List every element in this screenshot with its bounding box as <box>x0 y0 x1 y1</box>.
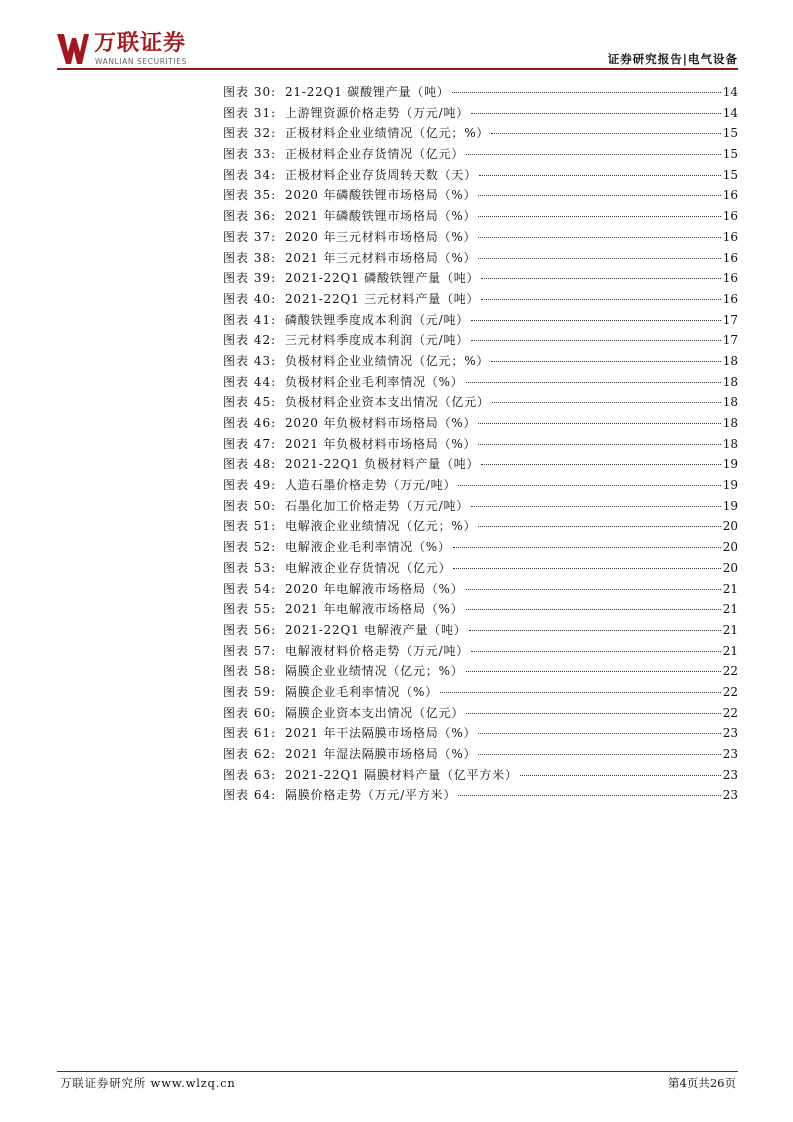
toc-leader-dots <box>458 484 720 486</box>
toc-leader-dots <box>466 153 721 155</box>
toc-entry-page: 16 <box>722 188 738 203</box>
toc-entry-number: 图表 50: <box>223 498 277 513</box>
toc-leader-dots <box>458 794 720 796</box>
toc-leader-dots <box>466 670 721 672</box>
toc-entry-page: 16 <box>722 271 738 286</box>
toc-entry-title: 上游锂资源价格走势（万元/吨） <box>285 105 470 120</box>
toc-leader-dots <box>478 422 720 424</box>
toc-entry-page: 19 <box>722 478 738 493</box>
toc-entry-page: 23 <box>722 747 738 761</box>
toc-leader-dots <box>469 629 721 631</box>
toc-leader-dots <box>478 443 720 445</box>
toc-entry-page: 16 <box>722 250 738 265</box>
toc-entry-page: 22 <box>722 705 738 720</box>
toc-entry[interactable] <box>223 558 738 579</box>
toc-entry-title: 隔膜企业资本支出情况（亿元） <box>285 705 465 720</box>
toc-entry-number: 图表 44: <box>223 374 277 389</box>
toc-entry-number: 图表 51: <box>223 519 277 534</box>
toc-leader-dots <box>440 691 721 693</box>
toc-entry[interactable] <box>223 351 738 372</box>
toc-leader-dots <box>478 753 720 755</box>
toc-leader-dots <box>491 360 721 362</box>
toc-entry-page: 16 <box>722 209 738 224</box>
toc-entry-number: 图表 61: <box>223 726 277 741</box>
toc-entry-number: 图表 38: <box>223 250 277 265</box>
toc-leader-dots <box>481 298 720 300</box>
toc-entry[interactable] <box>223 703 738 724</box>
toc-entry-page: 20 <box>722 519 738 534</box>
toc-entry-number: 图表 32: <box>223 126 277 141</box>
toc-entry-page: 16 <box>722 229 738 244</box>
toc-entry-title: 三元材料季度成本利润（元/吨） <box>285 333 470 348</box>
toc-entry[interactable] <box>223 434 738 455</box>
toc-leader-dots <box>481 277 720 279</box>
toc-entry-number: 图表 59: <box>223 684 277 699</box>
toc-entry[interactable] <box>223 537 738 558</box>
toc-leader-dots <box>453 546 721 548</box>
toc-entry[interactable] <box>223 661 738 682</box>
toc-entry-title: 2020 年三元材料市场格局（%） <box>285 229 477 244</box>
toc-entry-page: 15 <box>722 167 738 182</box>
toc-leader-dots <box>478 257 720 259</box>
toc-entry-page: 18 <box>722 395 738 410</box>
toc-entry-number: 图表 56: <box>223 622 277 637</box>
toc-entry-page: 22 <box>722 684 738 699</box>
wanlian-logo-icon <box>57 34 89 64</box>
toc-entry-title: 2021-22Q1 负极材料产量（吨） <box>285 457 480 472</box>
toc-entry[interactable] <box>223 641 738 662</box>
toc-entry-title: 正极材料企业存货周转天数（天） <box>285 167 478 182</box>
toc-entry-title: 2020 年磷酸铁锂市场格局（%） <box>285 188 477 203</box>
toc-entry-page: 18 <box>722 416 738 430</box>
toc-entry-title: 2021-22Q1 磷酸铁锂产量（吨） <box>285 271 480 286</box>
toc-leader-dots <box>471 319 721 321</box>
toc-entry-title: 2021 年磷酸铁锂市场格局（%） <box>285 209 477 224</box>
toc-leader-dots <box>478 194 720 196</box>
toc-entry-number: 图表 39: <box>223 271 277 286</box>
toc-entry-page: 22 <box>722 664 738 679</box>
toc-entry-page: 18 <box>722 353 738 368</box>
toc-leader-dots <box>466 608 721 610</box>
toc-entry-title: 负极材料企业业绩情况（亿元；%） <box>285 353 490 368</box>
toc-leader-dots <box>478 732 720 734</box>
toc-entry[interactable] <box>223 682 738 703</box>
toc-leader-dots <box>478 525 720 527</box>
toc-entry-number: 图表 62: <box>223 747 277 761</box>
toc-entry-number: 图表 42: <box>223 333 277 348</box>
page-header <box>57 30 738 70</box>
toc-leader-dots <box>520 774 721 776</box>
toc-entry-page: 23 <box>722 788 738 803</box>
toc-entry-number: 图表 52: <box>223 540 277 555</box>
toc-entry-title: 2021 年电解液市场格局（%） <box>285 602 464 617</box>
toc-entry[interactable] <box>223 206 738 227</box>
toc-entry-title: 负极材料企业资本支出情况（亿元） <box>285 395 490 410</box>
toc-entry-number: 图表 31: <box>223 105 277 120</box>
toc-entry[interactable] <box>223 496 738 517</box>
toc-entry-page: 19 <box>722 498 738 513</box>
toc-entry[interactable] <box>223 785 738 806</box>
toc-entry-title: 石墨化加工价格走势（万元/吨） <box>285 498 470 513</box>
toc-entry-title: 2021-22Q1 电解液产量（吨） <box>285 622 467 637</box>
toc-entry-number: 图表 35: <box>223 188 277 203</box>
toc-entry[interactable] <box>223 413 738 434</box>
toc-leader-dots <box>471 505 721 507</box>
toc-entry-number: 图表 48: <box>223 457 277 472</box>
toc-entry[interactable] <box>223 330 738 351</box>
toc-entry-number: 图表 64: <box>223 788 277 803</box>
toc-entry-title: 隔膜价格走势（万元/平方米） <box>285 788 457 803</box>
logo-text-cn: 万联证券 <box>94 31 187 56</box>
toc-leader-dots <box>453 567 720 569</box>
toc-entry-number: 图表 55: <box>223 602 277 617</box>
toc-entry-title: 负极材料企业毛利率情况（%） <box>285 374 464 389</box>
toc-entry-page: 18 <box>722 436 738 451</box>
toc-entry-title: 21-22Q1 碳酸锂产量（吨） <box>285 85 450 99</box>
toc-entry-number: 图表 37: <box>223 229 277 244</box>
toc-entry[interactable] <box>223 82 738 103</box>
toc-leader-dots <box>452 91 721 93</box>
figure-index-list <box>223 82 738 806</box>
toc-entry-page: 14 <box>722 85 738 99</box>
toc-entry-number: 图表 40: <box>223 291 277 306</box>
toc-leader-dots <box>492 401 721 403</box>
toc-leader-dots <box>471 112 721 114</box>
toc-entry-page: 21 <box>722 602 738 617</box>
toc-entry-number: 图表 58: <box>223 664 277 679</box>
toc-entry[interactable] <box>223 310 738 331</box>
toc-entry-title: 2021 年干法隔膜市场格局（%） <box>285 726 477 741</box>
toc-entry[interactable] <box>223 765 738 786</box>
toc-entry[interactable] <box>223 144 738 165</box>
logo-text-en: WANLIAN SECURITIES <box>95 57 188 66</box>
toc-entry-number: 图表 63: <box>223 767 277 782</box>
toc-entry-title: 2021 年三元材料市场格局（%） <box>285 250 477 265</box>
toc-entry-title: 隔膜企业业绩情况（亿元；%） <box>285 664 464 679</box>
footer-source: 万联证券研究所 www.wlzq.cn <box>60 1076 236 1090</box>
toc-entry-page: 15 <box>722 147 738 162</box>
toc-entry[interactable] <box>223 475 738 496</box>
toc-entry[interactable] <box>223 289 738 310</box>
toc-entry-title: 电解液企业存货情况（亿元） <box>285 560 452 575</box>
toc-entry-title: 2021-22Q1 三元材料产量（吨） <box>285 291 480 306</box>
toc-entry-title: 2021 年湿法隔膜市场格局（%） <box>285 747 477 761</box>
toc-entry-number: 图表 30: <box>223 85 277 99</box>
toc-entry-title: 磷酸铁锂季度成本利润（元/吨） <box>285 312 470 327</box>
toc-entry[interactable] <box>223 123 738 144</box>
toc-entry[interactable] <box>223 620 738 641</box>
toc-leader-dots <box>466 588 721 590</box>
toc-entry-number: 图表 47: <box>223 436 277 451</box>
report-type-label: 证券研究报告|电气设备 <box>607 52 738 66</box>
toc-entry[interactable] <box>223 723 738 744</box>
toc-leader-dots <box>466 381 721 383</box>
toc-entry[interactable] <box>223 165 738 186</box>
toc-entry-title: 正极材料企业存货情况（亿元） <box>285 147 465 162</box>
toc-entry-number: 图表 43: <box>223 353 277 368</box>
toc-leader-dots <box>481 463 720 465</box>
toc-entry-page: 15 <box>722 126 738 141</box>
toc-entry-number: 图表 36: <box>223 209 277 224</box>
toc-entry-title: 2021 年负极材料市场格局（%） <box>285 436 477 451</box>
toc-entry[interactable] <box>223 599 738 620</box>
toc-leader-dots <box>466 712 721 714</box>
toc-entry-page: 19 <box>722 457 738 472</box>
toc-entry-number: 图表 53: <box>223 560 277 575</box>
toc-entry-number: 图表 49: <box>223 478 277 493</box>
toc-entry[interactable] <box>223 372 738 393</box>
toc-entry-number: 图表 54: <box>223 581 277 596</box>
toc-entry[interactable] <box>223 103 738 124</box>
page-number: 第4页共26页 <box>668 1076 736 1090</box>
toc-entry-title: 电解液企业毛利率情况（%） <box>285 540 451 555</box>
toc-entry[interactable] <box>223 516 738 537</box>
toc-entry[interactable] <box>223 268 738 289</box>
toc-leader-dots <box>471 650 721 652</box>
toc-entry-number: 图表 46: <box>223 416 277 430</box>
toc-leader-dots <box>479 174 721 176</box>
toc-entry-number: 图表 33: <box>223 147 277 162</box>
toc-entry-title: 2021-22Q1 隔膜材料产量（亿平方米） <box>285 767 518 782</box>
footer-divider <box>57 1071 738 1072</box>
toc-entry-title: 2020 年负极材料市场格局（%） <box>285 416 477 430</box>
toc-entry-page: 14 <box>722 105 738 120</box>
toc-entry[interactable] <box>223 185 738 206</box>
toc-leader-dots <box>491 132 721 134</box>
toc-entry-page: 16 <box>722 291 738 306</box>
toc-leader-dots <box>471 339 721 341</box>
toc-entry[interactable] <box>223 454 738 475</box>
toc-entry-page: 17 <box>722 333 738 348</box>
toc-entry-title: 隔膜企业毛利率情况（%） <box>285 684 439 699</box>
toc-entry-title: 正极材料企业业绩情况（亿元；%） <box>285 126 490 141</box>
toc-entry-page: 20 <box>722 560 738 575</box>
toc-entry[interactable] <box>223 744 738 765</box>
toc-leader-dots <box>478 215 720 217</box>
toc-entry-title: 2020 年电解液市场格局（%） <box>285 581 464 596</box>
toc-entry[interactable] <box>223 248 738 269</box>
toc-entry-title: 电解液材料价格走势（万元/吨） <box>285 643 470 658</box>
toc-entry-page: 18 <box>722 374 738 389</box>
toc-entry-page: 17 <box>722 312 738 327</box>
toc-entry-number: 图表 34: <box>223 167 277 182</box>
toc-entry[interactable] <box>223 392 738 413</box>
toc-entry-page: 21 <box>722 643 738 658</box>
toc-entry-title: 人造石墨价格走势（万元/吨） <box>285 478 457 493</box>
toc-entry[interactable] <box>223 227 738 248</box>
toc-entry-page: 23 <box>722 726 738 741</box>
toc-entry-number: 图表 45: <box>223 395 277 410</box>
toc-entry-number: 图表 41: <box>223 312 277 327</box>
toc-entry-page: 21 <box>722 622 738 637</box>
toc-entry-page: 20 <box>722 540 738 555</box>
toc-entry[interactable] <box>223 579 738 600</box>
toc-entry-number: 图表 60: <box>223 705 277 720</box>
toc-entry-page: 23 <box>722 767 738 782</box>
header-divider <box>57 68 738 70</box>
toc-entry-page: 21 <box>722 581 738 596</box>
toc-leader-dots <box>478 236 720 238</box>
toc-entry-title: 电解液企业业绩情况（亿元；%） <box>285 519 477 534</box>
toc-entry-number: 图表 57: <box>223 643 277 658</box>
